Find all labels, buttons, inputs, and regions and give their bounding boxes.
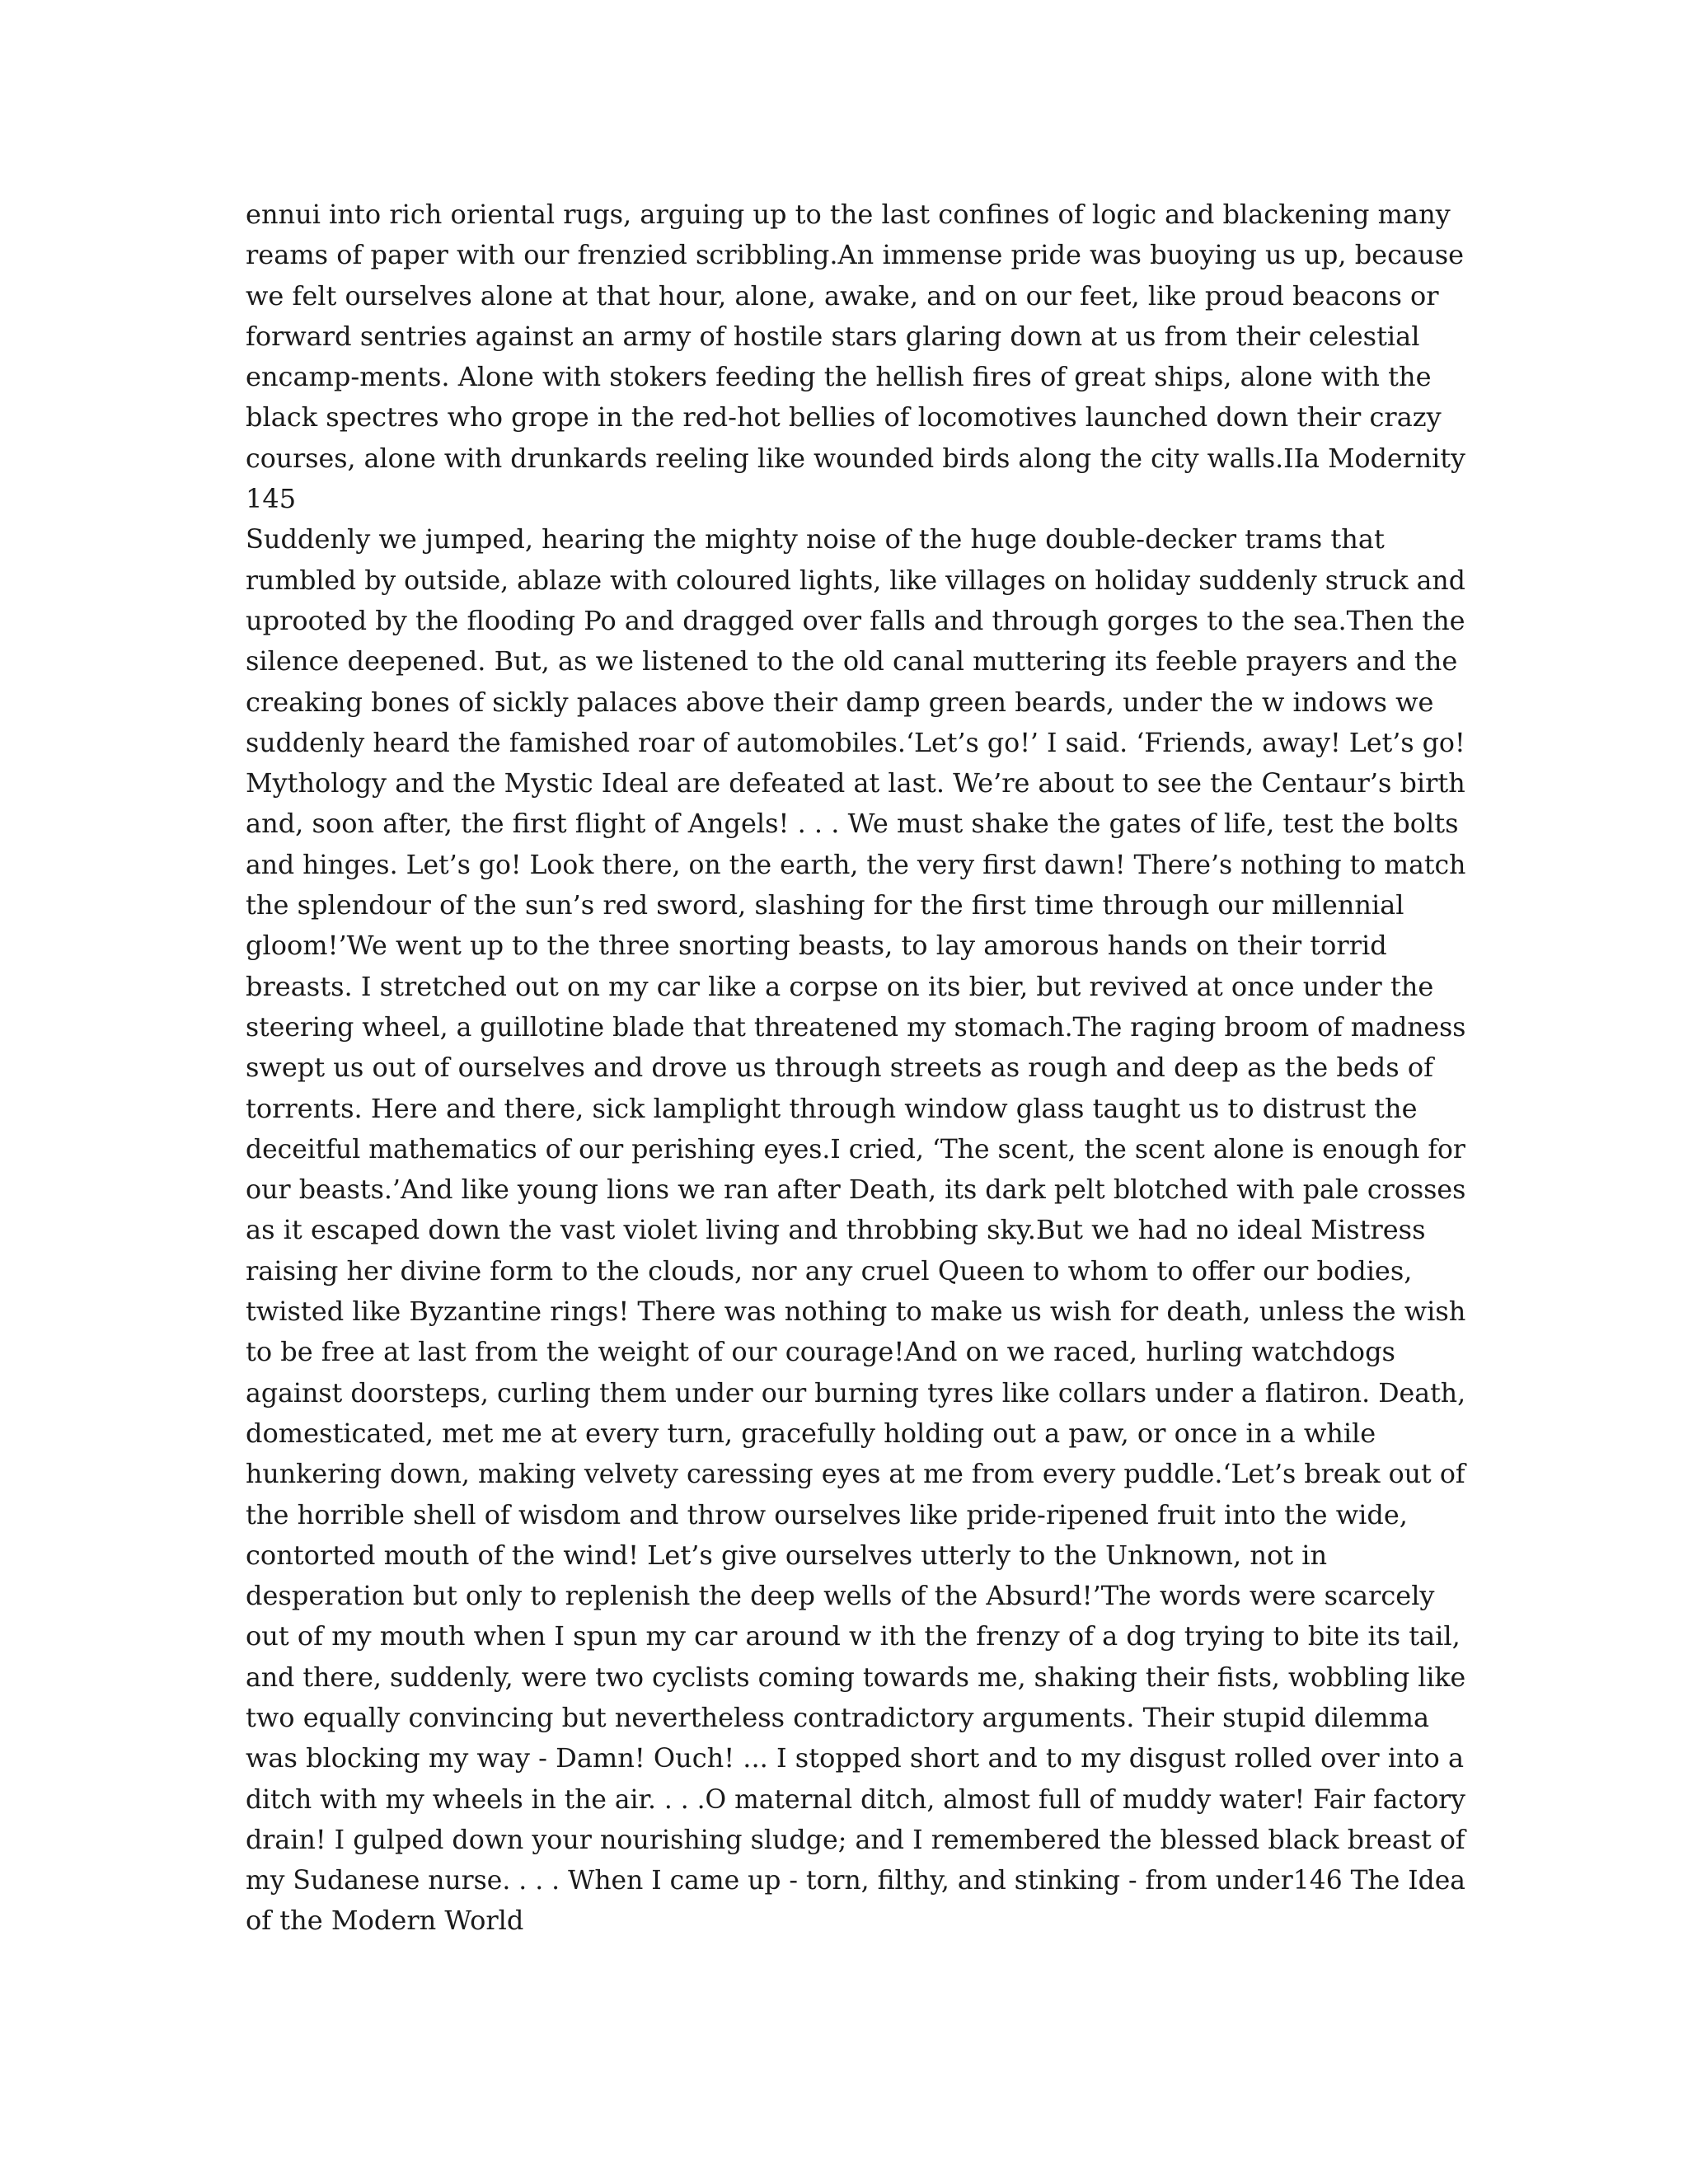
text-line: forward sentries against an army of hostile stars glaring down at us from their celestial (246, 320, 1420, 352)
text-line: courses, alone with drunkards reeling like wounded birds along the city walls.IIa Modernity (246, 442, 1465, 474)
text-line: ditch with my wheels in the air. . . .O maternal ditch, almost full of muddy water! Fair factory (246, 1783, 1465, 1815)
text-line: reams of paper with our frenzied scribbling.An immense pride was buoying us up, because (246, 239, 1465, 271)
text-line: we felt ourselves alone at that hour, alone, awake, and on our feet, like proud beacons or (246, 279, 1439, 312)
text-line: against doorsteps, curling them under our burning tyres like collars under a flatiron. Death, (246, 1376, 1466, 1408)
text-line: drain! I gulped down your nourishing sludge; and I remembered the blessed black breast of (246, 1823, 1465, 1855)
text-line: the horrible shell of wisdom and throw ourselves like pride-ripened fruit into the wide, (246, 1498, 1408, 1530)
text-line: 145 (246, 483, 297, 515)
text-line: swept us out of ourselves and drove us through streets as rough and deep as the beds of (246, 1052, 1433, 1084)
text-line: suddenly heard the famished roar of automobiles.‘Let’s go!’ I said. ‘Friends, away! Let’s go! (246, 726, 1465, 758)
text-line: gloom!’We went up to the three snorting beasts, to lay amorous hands on their torrid (246, 930, 1387, 962)
text-line: out of my mouth when I spun my car around w ith the frenzy of a dog trying to bite its tail, (246, 1620, 1461, 1652)
text-line: black spectres who grope in the red-hot bellies of locomotives launched down their crazy (246, 401, 1442, 434)
text-line: raising her divine form to the clouds, nor any cruel Queen to whom to offer our bodies, (246, 1254, 1413, 1286)
body-text (246, 194, 1465, 1942)
text-line: our beasts.’And like young lions we ran after Death, its dark pelt blotched with pale crosses (246, 1174, 1466, 1206)
text-line: silence deepened. But, as we listened to the old canal muttering its feeble prayers and the (246, 645, 1458, 677)
text-line: as it escaped down the vast violet living and throbbing sky.But we had no ideal Mistress (246, 1214, 1426, 1246)
text-line: creaking bones of sickly palaces above their damp green beards, under the w indows we (246, 686, 1434, 718)
text-line: to be free at last from the weight of our courage!And on we raced, hurling watchdogs (246, 1336, 1395, 1368)
text-line: rumbled by outside, ablaze with coloured lights, like villages on holiday suddenly struck and (246, 564, 1465, 596)
text-line: my Sudanese nurse. . . . When I came up - torn, filthy, and stinking - from under146 The Idea (246, 1864, 1465, 1896)
text-line: two equally convincing but nevertheless contradictory arguments. Their stupid dilemma (246, 1701, 1430, 1733)
text-line: torrents. Here and there, sick lamplight through window glass taught us to distrust the (246, 1092, 1418, 1124)
text-line: steering wheel, a guillotine blade that threatened my stomach.The raging broom of madness (246, 1010, 1466, 1043)
text-line: was blocking my way - Damn! Ouch! ... I stopped short and to my disgust rolled over into a (246, 1742, 1465, 1774)
text-line: domesticated, met me at every turn, gracefully holding out a paw, or once in a while (246, 1417, 1376, 1449)
text-line: breasts. I stretched out on my car like a corpse on its bier, but revived at once under the (246, 970, 1434, 1002)
text-line: and hinges. Let’s go! Look there, on the earth, the very first dawn! There’s nothing to match (246, 848, 1466, 880)
text-line: and there, suddenly, were two cyclists coming towards me, shaking their fists, wobbling like (246, 1661, 1466, 1693)
text-line: contorted mouth of the wind! Let’s give ourselves utterly to the Unknown, not in (246, 1539, 1328, 1571)
text-line: uprooted by the flooding Po and dragged over falls and through gorges to the sea.Then the (246, 604, 1465, 636)
text-line: hunkering down, making velvety caressing eyes at me from every puddle.‘Let’s break out of (246, 1458, 1465, 1490)
text-line: the splendour of the sun’s red sword, slashing for the first time through our millennial (246, 889, 1404, 921)
text-line: Mythology and the Mystic Ideal are defeated at last. We’re about to see the Centaur’s birth (246, 767, 1465, 799)
text-line: Suddenly we jumped, hearing the mighty noise of the huge double-decker trams that (246, 523, 1385, 555)
text-line: of the Modern World (246, 1905, 524, 1937)
text-line: deceitful mathematics of our perishing eyes.I cried, ‘The scent, the scent alone is enough for (246, 1132, 1465, 1165)
text-line: and, soon after, the first flight of Angels! . . . We must shake the gates of life, test the bolts (246, 808, 1459, 840)
text-line: ennui into rich oriental rugs, arguing up to the last confines of logic and blackening many (246, 199, 1451, 230)
text-line: encamp-ments. Alone with stokers feeding the hellish fires of great ships, alone with the (246, 361, 1432, 393)
text-line: desperation but only to replenish the deep wells of the Absurd!’The words were scarcely (246, 1580, 1435, 1612)
text-line: twisted like Byzantine rings! There was nothing to make us wish for death, unless the wish (246, 1296, 1466, 1328)
